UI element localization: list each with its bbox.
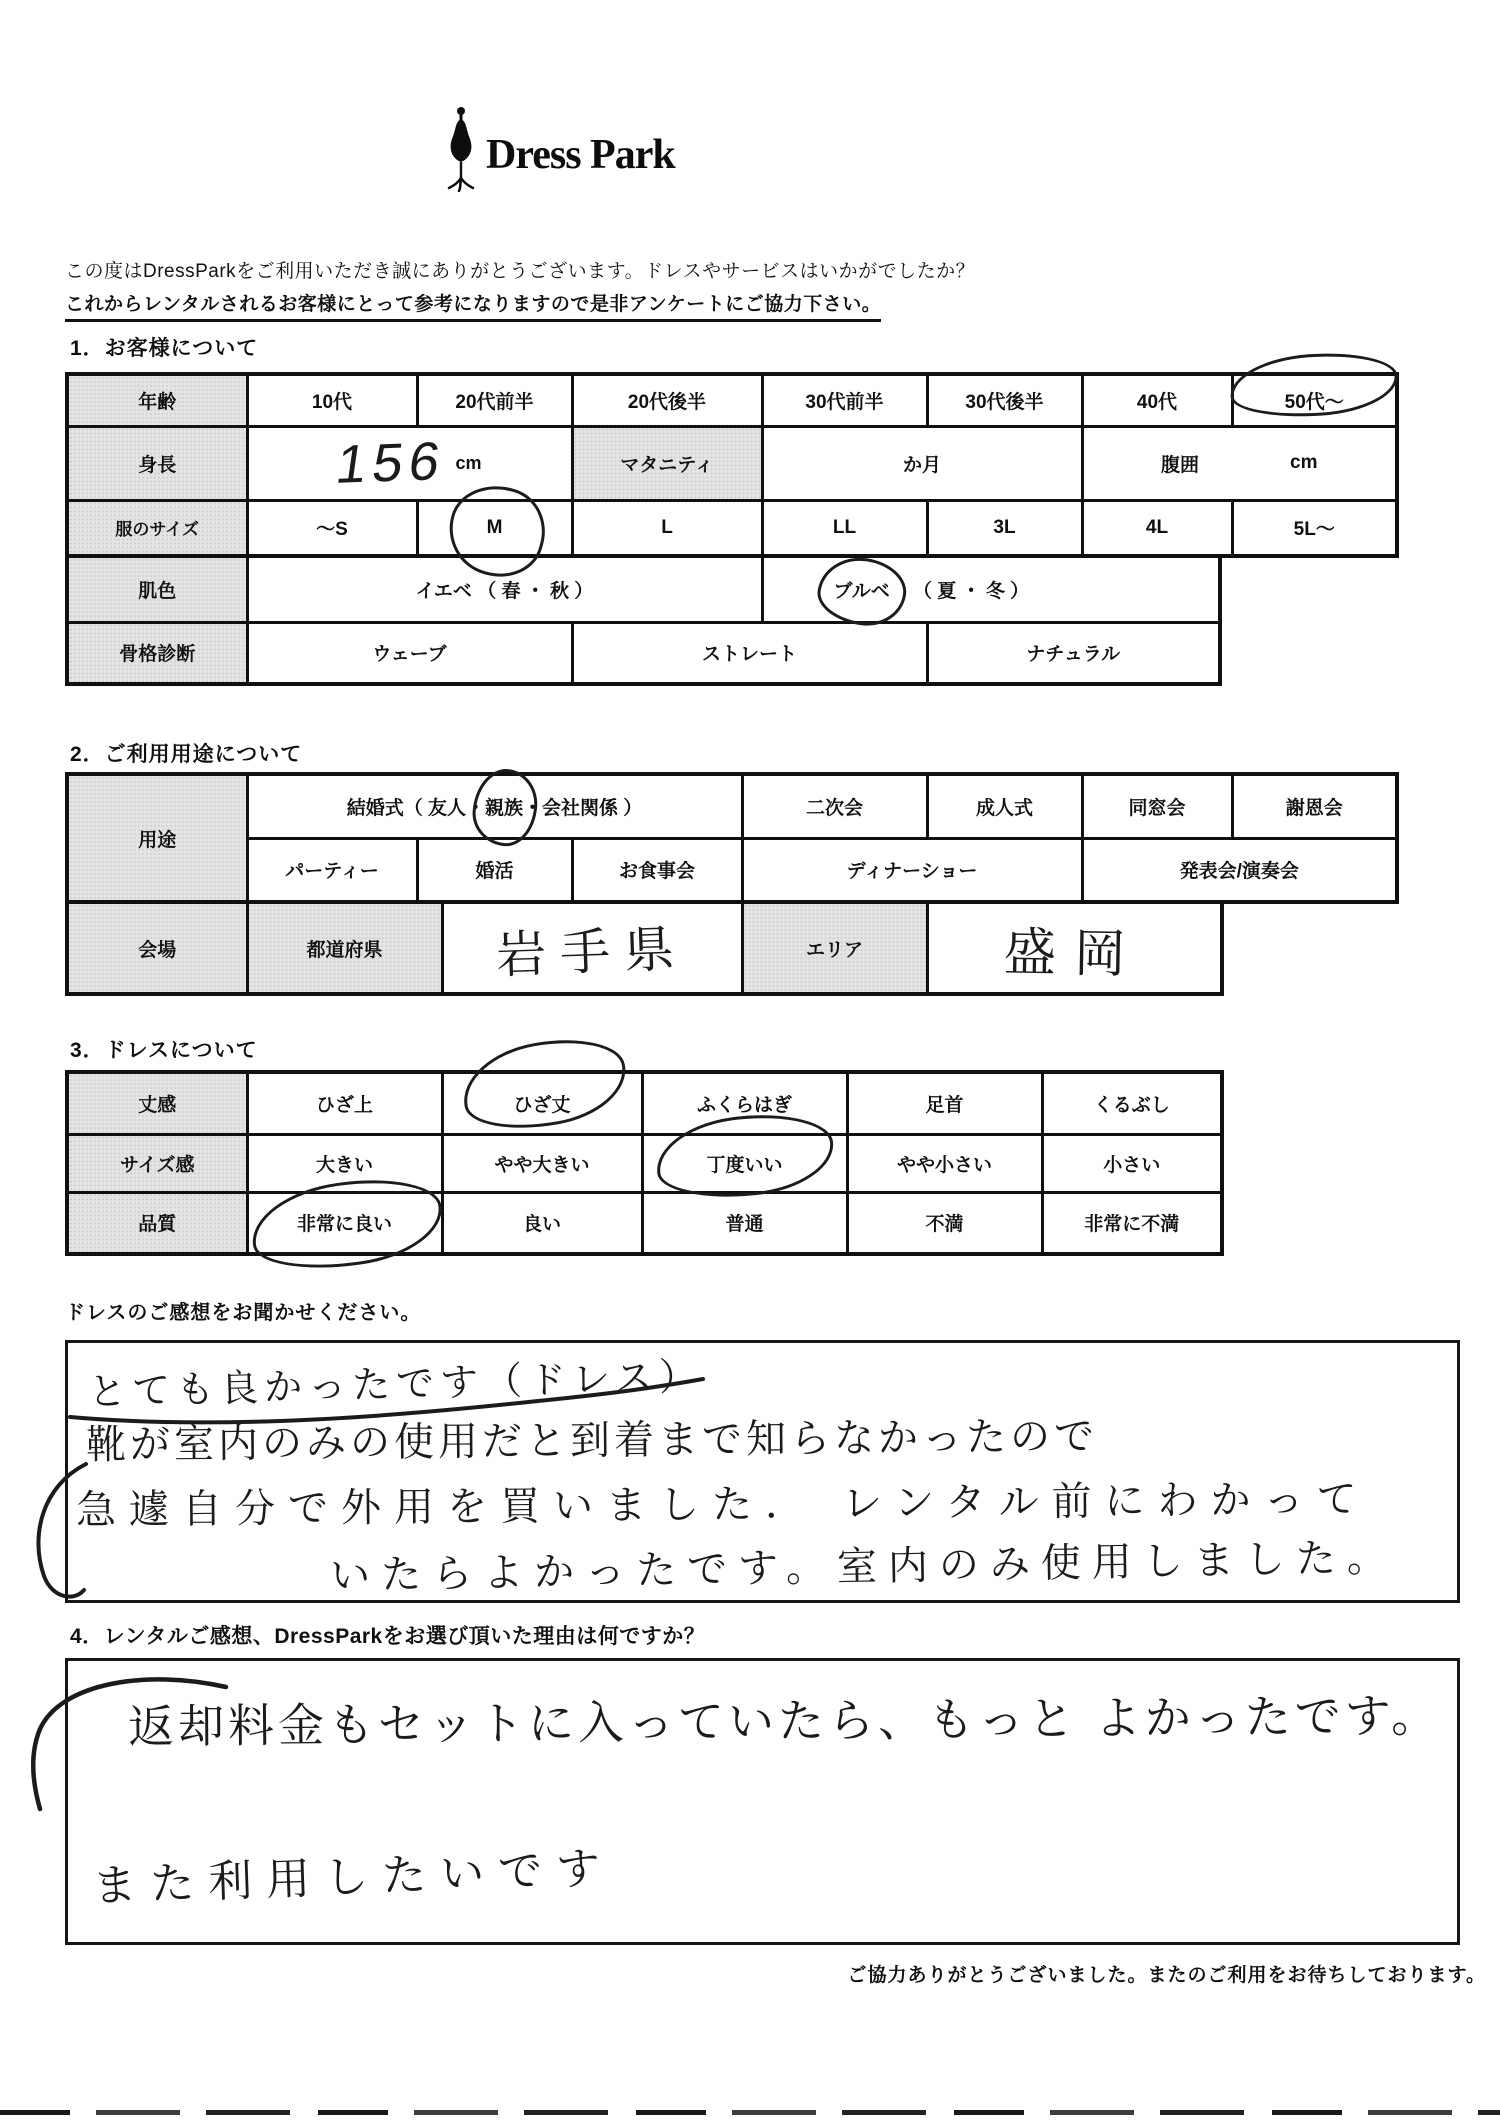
quality-option: 非常に不満	[1042, 1192, 1222, 1254]
height-value-cell	[247, 426, 572, 500]
maternity-label: マタニティ	[572, 426, 762, 500]
age-option-selected	[1232, 374, 1397, 426]
skin-blue-rest: （ 夏 ・ 冬 ）	[913, 580, 1030, 602]
waist-unit: cm	[1290, 452, 1318, 473]
length-option-selected	[442, 1072, 642, 1134]
purpose-option: お食事会	[572, 838, 742, 902]
wedding-pre: 結婚式（ 友人・	[346, 797, 485, 819]
venue-row	[67, 902, 1222, 994]
purpose-option: 二次会	[742, 774, 927, 838]
brand-text: Dress Park	[486, 132, 675, 178]
purpose-option: 婚活	[417, 838, 572, 902]
intro-line-1: この度はDressParkをご利用いただき誠にありがとうございます。ドレスやサービスはいかがでしたか？	[65, 261, 976, 282]
section-3-title: 3．ドレスについて	[70, 1039, 258, 1062]
quality-option: 良い	[442, 1192, 642, 1254]
purpose-option: パーティー	[247, 838, 417, 902]
venue-label: 会場	[67, 902, 247, 994]
frame-option: ナチュラル	[927, 622, 1220, 684]
section-2-title: 2．ご利用用途について	[70, 743, 303, 766]
age-option: 20代後半	[572, 374, 762, 426]
frame-row	[67, 622, 1220, 684]
size-option: L	[572, 500, 762, 556]
height-value-handwritten: 156	[332, 431, 451, 495]
skin-blue-circled-wrap	[834, 576, 890, 603]
purpose-option: 謝恩会	[1232, 774, 1397, 838]
quality-option: 普通	[642, 1192, 847, 1254]
age-option: 40代	[1082, 374, 1232, 426]
purpose-option: 発表会/演奏会	[1082, 838, 1397, 902]
customer-table	[65, 372, 1399, 686]
customer-table-lower	[65, 554, 1222, 686]
section-4-title: 4．レンタルご感想、DressParkをお選び頂いた理由は何ですか？	[70, 1625, 706, 1648]
dress-comment-line: 急遽自分で外用を買いました． レンタル前にわかって	[75, 1477, 1370, 1533]
length-option: 足首	[847, 1072, 1042, 1134]
skin-row	[67, 556, 1220, 622]
dress-table	[65, 1070, 1224, 1256]
size-option: 〜S	[247, 500, 417, 556]
rental-comment-box	[65, 1658, 1460, 1945]
dress-comment-line: とても良かったです（ドレス）	[87, 1355, 704, 1415]
size-label: 服のサイズ	[67, 500, 247, 556]
length-option: ひざ上	[247, 1072, 442, 1134]
wedding-circled-wrap	[485, 793, 523, 820]
dress-comment-prompt: ドレスのご感想をお聞かせください。	[65, 1302, 422, 1324]
maternity-months-cell: か月	[762, 426, 1082, 500]
purpose-row-1	[67, 774, 1397, 838]
quality-option-selected	[247, 1192, 442, 1254]
prefecture-value-cell	[442, 902, 742, 994]
length-option: ふくらはぎ	[642, 1072, 847, 1134]
purpose-label: 用途	[67, 774, 247, 902]
scan-artifact-line	[0, 2110, 1500, 2115]
area-handwritten: 盛岡	[1003, 923, 1145, 984]
fit-row	[67, 1134, 1222, 1192]
skin-blue-circled: ブルベ	[833, 580, 890, 602]
age-row	[67, 374, 1397, 426]
age-option: 30代前半	[762, 374, 927, 426]
fit-option: やや大きい	[442, 1134, 642, 1192]
age-option: 10代	[247, 374, 417, 426]
length-option-label: ひざ丈	[513, 1094, 571, 1116]
fit-option-selected	[642, 1134, 847, 1192]
skin-label: 肌色	[67, 556, 247, 622]
length-label: 丈感	[67, 1072, 247, 1134]
height-unit: cm	[455, 452, 482, 473]
customer-table-upper	[65, 372, 1399, 558]
skin-option-blue	[762, 556, 1220, 622]
venue-table	[65, 900, 1224, 996]
rental-comment-line: また利用したいです	[91, 1843, 615, 1912]
quality-label: 品質	[67, 1192, 247, 1254]
size-option: LL	[762, 500, 927, 556]
height-row	[67, 426, 1397, 500]
length-row	[67, 1072, 1222, 1134]
intro-line-2: これからレンタルされるお客様にとって参考になりますので是非アンケートにご協力下さい。	[65, 289, 881, 322]
brand-logo	[446, 106, 675, 192]
waist-cell	[1082, 426, 1397, 500]
fit-option: やや小さい	[847, 1134, 1042, 1192]
age-label: 年齢	[67, 374, 247, 426]
purpose-row-2	[67, 838, 1397, 902]
purpose-option: 成人式	[927, 774, 1082, 838]
purpose-option: 同窓会	[1082, 774, 1232, 838]
frame-label: 骨格診断	[67, 622, 247, 684]
selection-circle	[455, 1028, 632, 1139]
purpose-option-wedding	[247, 774, 742, 838]
quality-row	[67, 1192, 1222, 1254]
fit-option: 小さい	[1042, 1134, 1222, 1192]
dress-comment-box	[65, 1340, 1460, 1603]
frame-option: ウェーブ	[247, 622, 572, 684]
fit-option: 大きい	[247, 1134, 442, 1192]
size-option-label: M	[486, 516, 503, 538]
size-option: 5L〜	[1232, 500, 1397, 556]
rental-comment-line: 返却料金もセットに入っていたら、もっと よかったです。	[127, 1689, 1442, 1753]
age-option: 30代後半	[927, 374, 1082, 426]
frame-option: ストレート	[572, 622, 927, 684]
waist-label: 腹囲	[1161, 454, 1200, 476]
area-value-cell	[927, 902, 1222, 994]
length-option: くるぶし	[1042, 1072, 1222, 1134]
dress-comment-line: いたらよかったです。室内のみ使用しました。	[329, 1535, 1399, 1599]
age-option-label: 50代〜	[1284, 391, 1344, 413]
dress-form-icon	[446, 106, 476, 192]
fit-label: サイズ感	[67, 1134, 247, 1192]
purpose-option: ディナーショー	[742, 838, 1082, 902]
size-row	[67, 500, 1397, 556]
section-1-title: 1．お客様について	[70, 337, 259, 360]
size-option: 4L	[1082, 500, 1232, 556]
usage-table-upper	[65, 772, 1399, 904]
prefecture-label: 都道府県	[247, 902, 442, 994]
footer-thanks-note: ご協力ありがとうございました。またのご利用をお待ちしております。	[847, 1965, 1486, 1986]
size-option: 3L	[927, 500, 1082, 556]
dress-rating-table	[65, 1070, 1224, 1256]
height-label: 身長	[67, 426, 247, 500]
dress-comment-line: 靴が室内のみの使用だと到着まで知らなかったので	[85, 1414, 1099, 1468]
size-option-selected	[417, 500, 572, 556]
usage-table	[65, 772, 1399, 996]
quality-option: 不満	[847, 1192, 1042, 1254]
wedding-circled: 親族	[484, 797, 523, 819]
prefecture-handwritten: 岩手県	[495, 920, 690, 984]
fit-option-label: 丁度いい	[706, 1154, 783, 1176]
age-option: 20代前半	[417, 374, 572, 426]
area-label: エリア	[742, 902, 927, 994]
wedding-post: ・会社関係 ）	[523, 797, 643, 819]
quality-option-label: 非常に良い	[296, 1214, 392, 1236]
skin-option-yellow: イエベ （ 春 ・ 秋 ）	[247, 556, 762, 622]
